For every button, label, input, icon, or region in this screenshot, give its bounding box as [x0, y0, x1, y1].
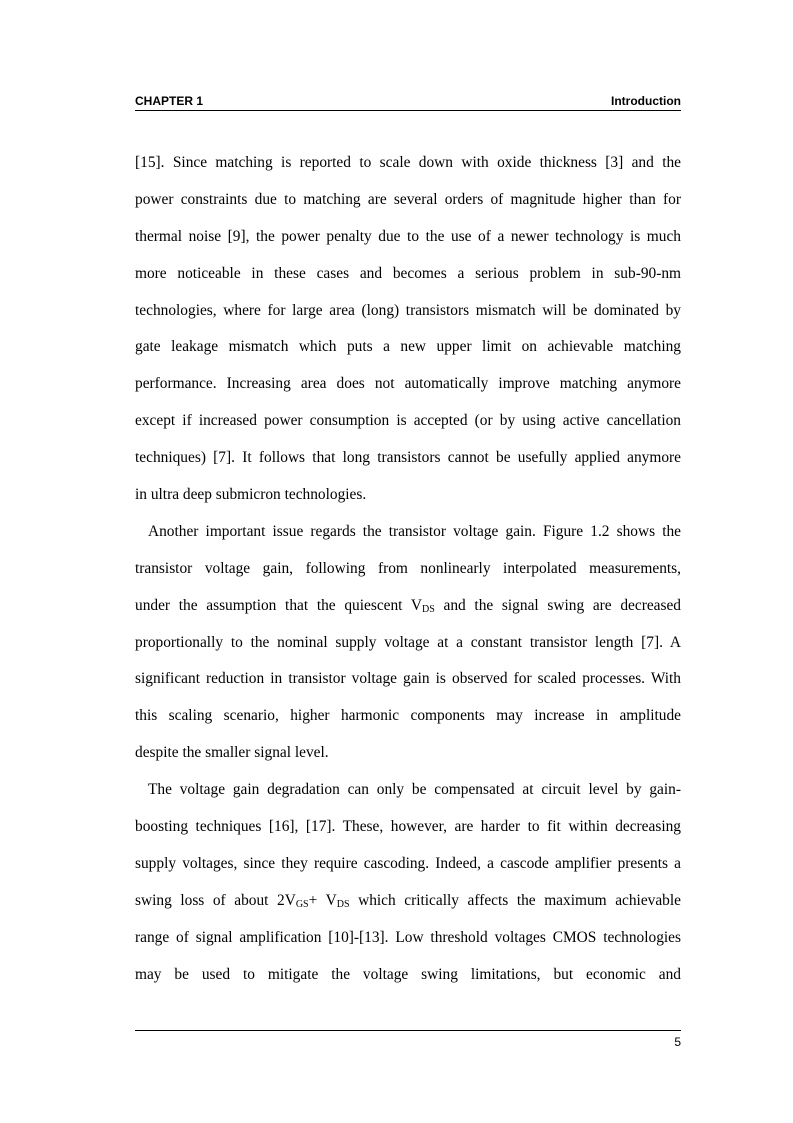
page-header — [135, 93, 681, 111]
page-number: 5 — [674, 1035, 681, 1049]
text-line: power constraints due to matching are several orders of magnitude higher than for — [135, 190, 681, 208]
text-fragment: swing loss of about 2V — [135, 891, 296, 909]
text-line: technologies, where for large area (long) transistors mismatch will be dominated by — [135, 301, 681, 319]
text-line: boosting techniques [16], [17]. These, however, are harder to fit within decreasing — [135, 818, 681, 836]
text-line: range of signal amplification [10]-[13]. Low threshold voltages CMOS technologies — [135, 928, 681, 946]
subscript: GS — [295, 898, 309, 910]
text-line: despite the smaller signal level. — [135, 744, 329, 762]
text-line: gate leakage mismatch which puts a new upper limit on achievable matching — [135, 338, 681, 356]
text-fragment: which critically affects the maximum achievable — [349, 891, 681, 909]
text-line: performance. Increasing area does not automatically improve matching anymore — [135, 375, 681, 393]
text-line: techniques) [7]. It follows that long transistors cannot be usefully applied anymore — [135, 449, 681, 467]
text-line: this scaling scenario, higher harmonic components may increase in amplitude — [135, 707, 681, 725]
subscript: DS — [336, 898, 350, 910]
text-line — [135, 883, 681, 920]
text-line: except if increased power consumption is accepted (or by using active cancellation — [135, 412, 681, 430]
chapter-label: CHAPTER 1 — [135, 94, 204, 108]
text-line: transistor voltage gain, following from nonlinearly interpolated measurements, — [135, 559, 681, 577]
text-fragment: under the assumption that the quiescent V — [135, 596, 422, 614]
text-line: Another important issue regards the transistor voltage gain. Figure 1.2 shows the — [148, 522, 681, 540]
text-line: more noticeable in these cases and becomes a serious problem in sub-90-nm — [135, 264, 681, 282]
text-line: in ultra deep submicron technologies. — [135, 486, 367, 504]
text-line: proportionally to the nominal supply voltage at a constant transistor length [7]. A — [135, 633, 681, 651]
text-line: significant reduction in transistor voltage gain is observed for scaled processes. With — [135, 670, 681, 688]
subscript: DS — [422, 603, 435, 615]
section-title: Introduction — [611, 94, 681, 108]
body-text — [135, 145, 681, 993]
text-line: may be used to mitigate the voltage swing limitations, but economic and — [135, 965, 681, 983]
text-fragment: and the signal swing are decreased — [434, 596, 681, 614]
text-fragment: + V — [308, 891, 337, 909]
text-line: [15]. Since matching is reported to scale down with oxide thickness [3] and the — [135, 154, 681, 171]
text-line: supply voltages, since they require cascoding. Indeed, a cascode amplifier presents a — [135, 854, 681, 872]
text-line — [135, 588, 681, 625]
text-line: The voltage gain degradation can only be compensated at circuit level by gain- — [148, 781, 681, 799]
text-line: thermal noise [9], the power penalty due to the use of a newer technology is much — [135, 227, 681, 245]
page-footer — [135, 1030, 681, 1049]
